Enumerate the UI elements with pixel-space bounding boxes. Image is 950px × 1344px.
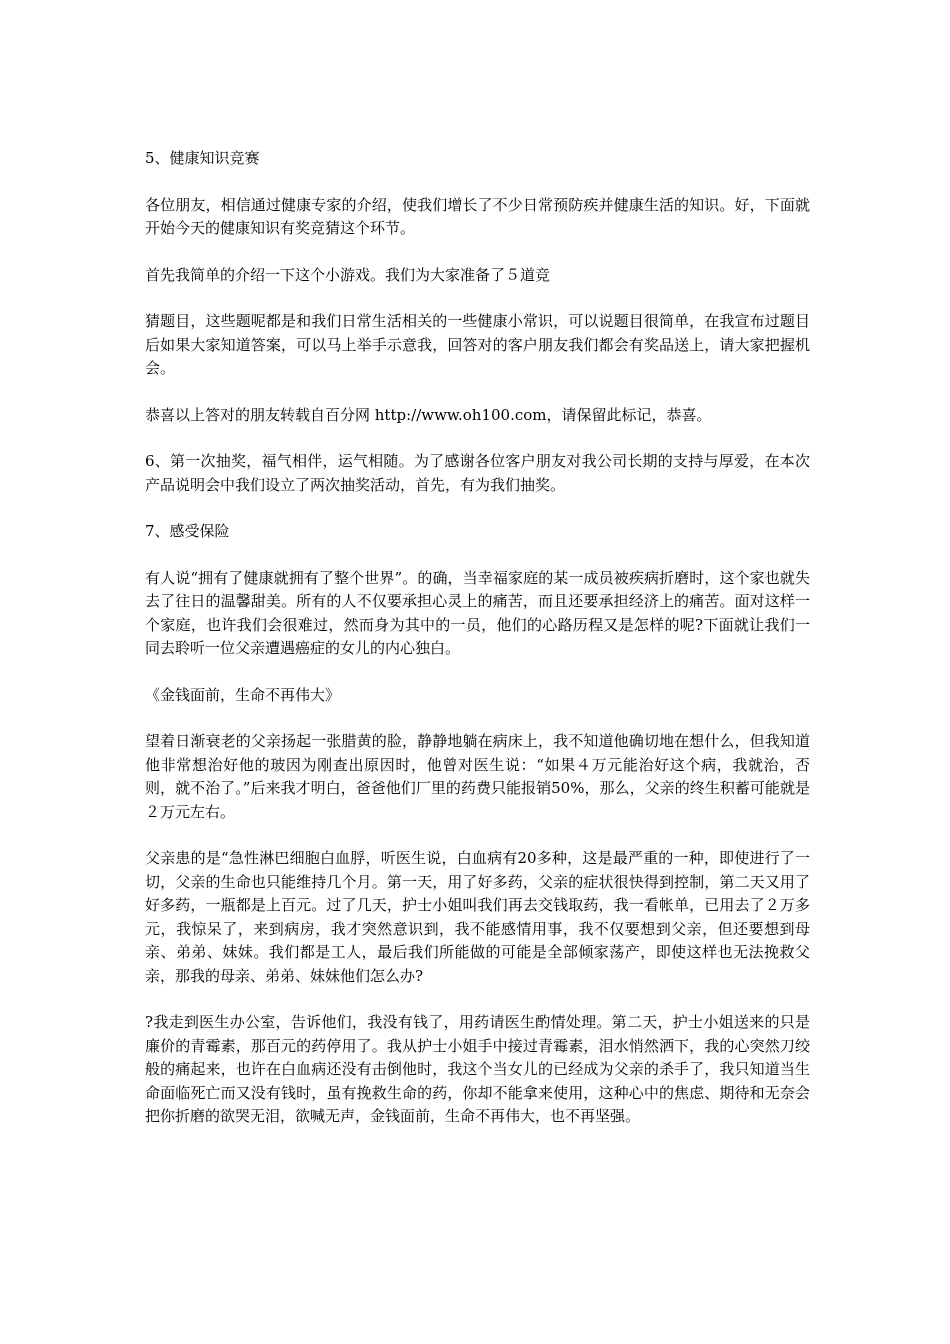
heading-feel-insurance: 7、感受保险: [145, 522, 230, 540]
heading-health-quiz: 5、健康知识竞赛: [145, 149, 260, 167]
story-title: 《金钱面前，生命不再伟大》: [145, 685, 341, 704]
document-page: [145, 147, 810, 1152]
paragraph-quiz-rules: 猜题目，这些题呢都是和我们日常生活相关的一些健康小常识，可以说题目很简单，在我宣布过题目后如果大家知道答案，可以马上举手示意我，回答对的客户朋友我们都会有奖品送上，请大家把握机会。: [145, 312, 810, 377]
paragraph-congrats: 恭喜以上答对的朋友转载自百分网 http://www.oh100.com，请保留此标记，恭喜。: [145, 405, 712, 424]
paragraph-leukemia: 父亲患的是“急性淋巴细胞白血脬，听医生说，白血病有20多种，这是最严重的一种，即使进行了一切，父亲的生命也只能维持几个月。第一天，用了好多药，父亲的症状很快得到控制，第二天又用了好多药，一瓶都是上百元。过了几天，护士小姐叫我们再去交钱取药，我一看帐单，已用去了２万多元，我惊呆了，来到病房，我才突然意识到，我不能感情用事，我不仅要想到父亲，但还要想到母亲、弟弟、妹妹。我们都是工人，最后我们所能做的可能是全部倾家荡产，即使这样也无法挽救父亲，那我的母亲、弟弟、妹妹他们怎么办?: [145, 849, 810, 985]
paragraph-lottery: 6、第一次抽奖，福气相伴，运气相随。为了感谢各位客户朋友对我公司长期的支持与厚爱，在本次产品说明会中我们设立了两次抽奖活动，首先，有为我们抽奖。: [145, 452, 810, 494]
paragraph-intro: 各位朋友，相信通过健康专家的介绍，使我们增长了不少日常预防疾并健康生活的知识。好，下面就开始今天的健康知识有奖竞猜这个环节。: [145, 195, 810, 237]
paragraph-health-world: 有人说“拥有了健康就拥有了整个世界”。的确，当幸福家庭的某一成员被疾病折磨时，这个家也就失去了往日的温馨甜美。所有的人不仅要承担心灵上的痛苦，而且还要承担经济上的痛苦。面对这样一个家庭，也许我们会很难过，然而身为其中的一员，他们的心路历程又是怎样的呢?下面就让我们一同去聆听一位父亲遭遇癌症的女儿的内心独白。: [145, 568, 810, 657]
paragraph-doctor-office: ?我走到医生办公室，告诉他们，我没有钱了，用药请医生酌情处理。第二天，护士小姐送来的只是廉价的青霉素，那百元的药停用了。我从护士小姐手中接过青霉素，泪水悄然洒下，我的心突然刀绞般的痛起来，也许在白血病还没有击倒他时，我这个当女儿的已经成为父亲的杀手了，我只知道当生命面临死亡而又没有钱时，虽有挽救生命的药，你却不能拿来使用，这种心中的焦虑、期待和无奈会把你折磨的欲哭无泪，欲喊无声，金钱面前，生命不再伟大，也不再坚强。: [145, 1013, 810, 1125]
paragraph-game-intro: 首先我简单的介绍一下这个小游戏。我们为大家准备了５道竞: [145, 265, 551, 284]
paragraph-father: 望着日渐衰老的父亲扬起一张腊黄的脸，静静地躺在病床上，我不知道他确切地在想什么，但我知道他非常想治好他的玻因为刚查出原因时，他曾对医生说：“如果４万元能治好这个病，我就治，否则，就不治了。”后来我才明白，爸爸他们厂里的药费只能报销50%，那么，父亲的终生积蓄可能就是２万元左右。: [145, 732, 810, 821]
